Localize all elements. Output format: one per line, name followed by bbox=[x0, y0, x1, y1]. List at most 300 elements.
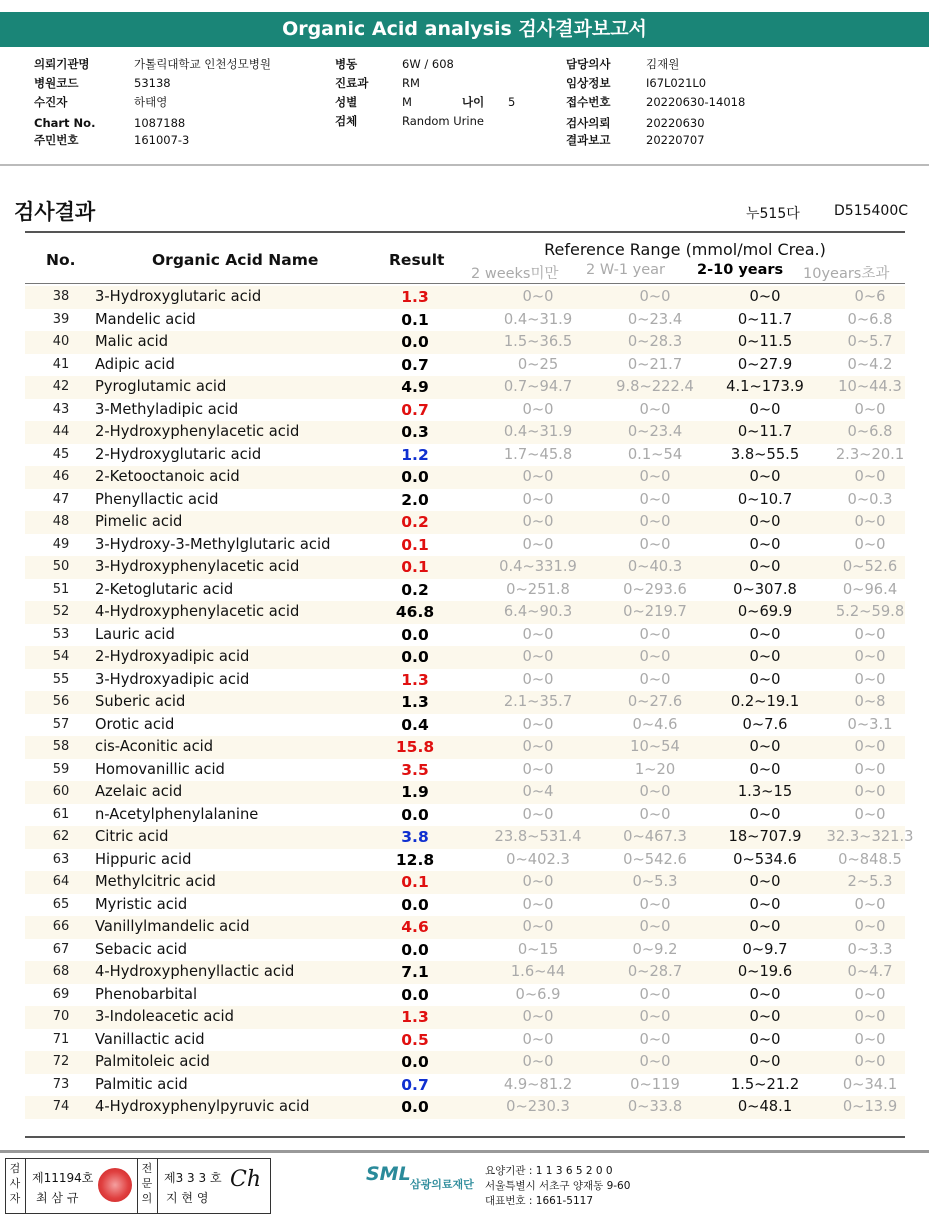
range-10y-plus: 0~0 bbox=[854, 648, 886, 665]
sig-divider bbox=[157, 1159, 158, 1213]
result-value: 1.3 bbox=[401, 670, 429, 689]
range-10y-plus: 0~0 bbox=[854, 1008, 886, 1025]
header-divider bbox=[25, 283, 905, 284]
row-number: 39 bbox=[52, 311, 70, 327]
lab-phone: 대표번호 : 1661-5117 bbox=[485, 1195, 594, 1207]
range-2weeks: 1.6~44 bbox=[510, 963, 566, 980]
range-10y-plus: 0~4.7 bbox=[847, 963, 893, 980]
range-2weeks: 0~0 bbox=[522, 490, 554, 508]
range-2weeks: 6.4~90.3 bbox=[503, 603, 573, 620]
results-section-title: 검사결과 bbox=[14, 200, 96, 224]
row-number: 49 bbox=[52, 536, 70, 552]
result-value: 0.7 bbox=[401, 400, 429, 419]
info-label-institution: 의뢰기관명 bbox=[34, 57, 90, 71]
header-result: Result bbox=[389, 251, 445, 269]
range-2w-1y: 0~27.6 bbox=[627, 693, 683, 710]
table-row bbox=[25, 984, 905, 1007]
acid-name: Pimelic acid bbox=[95, 513, 183, 530]
row-number: 54 bbox=[52, 649, 70, 664]
range-2weeks: 0~402.3 bbox=[506, 850, 570, 868]
range-10y-plus: 0~0 bbox=[854, 400, 886, 418]
range-2w-1y: 0~0 bbox=[639, 895, 671, 913]
range-10y-plus: 0~0 bbox=[854, 760, 886, 778]
result-value: 12.8 bbox=[395, 850, 435, 869]
range-2w-1y: 0~0 bbox=[639, 1008, 671, 1025]
table-row bbox=[25, 601, 905, 624]
acid-name: 2-Ketoglutaric acid bbox=[95, 580, 234, 598]
table-row bbox=[25, 804, 905, 827]
result-value: 7.1 bbox=[401, 963, 429, 981]
range-2weeks: 0~0 bbox=[522, 670, 554, 688]
range-2weeks: 0.7~94.7 bbox=[503, 378, 573, 395]
header-name: Organic Acid Name bbox=[152, 251, 319, 269]
table-row bbox=[25, 826, 914, 849]
acid-name: Palmitoleic acid bbox=[95, 1053, 210, 1070]
range-10y-plus: 0~6.8 bbox=[847, 310, 893, 328]
table-row bbox=[25, 286, 905, 309]
range-2w-1y: 0~0 bbox=[639, 985, 671, 1003]
table-row bbox=[25, 714, 905, 737]
range-2-10y: 0.2~19.1 bbox=[730, 693, 800, 710]
header-no: No. bbox=[46, 251, 76, 269]
range-2weeks: 0~230.3 bbox=[506, 1098, 570, 1115]
result-value: 46.8 bbox=[395, 603, 435, 621]
range-2weeks: 0~0 bbox=[522, 760, 554, 778]
row-number: 67 bbox=[52, 941, 70, 957]
lab-institution-no: 요양기관 : 1 1 3 6 5 2 0 0 bbox=[485, 1165, 613, 1177]
acid-name: Sebacic acid bbox=[95, 940, 188, 958]
range-2weeks: 0~251.8 bbox=[506, 580, 570, 598]
row-number: 68 bbox=[52, 964, 70, 979]
header-reference-range: Reference Range (mmol/mol Crea.) bbox=[544, 240, 826, 259]
range-2-10y: 0~27.9 bbox=[737, 355, 793, 373]
table-row bbox=[25, 871, 905, 894]
range-10y-plus: 0~6 bbox=[854, 288, 886, 305]
range-10y-plus: 5.2~59.8 bbox=[835, 603, 905, 620]
acid-name: Orotic acid bbox=[95, 715, 175, 733]
row-number: 70 bbox=[52, 1009, 70, 1024]
table-bottom-rule bbox=[25, 1136, 905, 1138]
info-label-hospital-code: 병원코드 bbox=[34, 76, 79, 90]
range-2weeks: 0~0 bbox=[522, 805, 554, 823]
acid-name: 4-Hydroxyphenylpyruvic acid bbox=[95, 1098, 310, 1115]
range-2-10y: 0~0 bbox=[749, 760, 781, 778]
row-number: 66 bbox=[52, 919, 70, 934]
result-value: 1.2 bbox=[401, 445, 429, 464]
header-range-2-10y: 2-10 years bbox=[697, 262, 784, 278]
range-10y-plus: 0~0 bbox=[854, 1030, 886, 1048]
range-10y-plus: 0~0 bbox=[854, 535, 886, 553]
acid-name: Phenobarbital bbox=[95, 985, 198, 1003]
info-value-institution: 가톨릭대학교 인천성모병원 bbox=[134, 57, 271, 71]
acid-name: 3-Hydroxyglutaric acid bbox=[95, 288, 262, 305]
result-value: 0.3 bbox=[401, 423, 429, 441]
result-value: 0.7 bbox=[401, 355, 429, 374]
range-2-10y: 0~69.9 bbox=[737, 603, 793, 620]
range-2-10y: 0~0 bbox=[749, 288, 781, 305]
info-value-sex: M bbox=[402, 95, 412, 109]
range-2w-1y: 0~40.3 bbox=[627, 558, 683, 575]
acid-name: Vanillactic acid bbox=[95, 1030, 205, 1048]
info-value-doctor: 김재원 bbox=[646, 57, 680, 71]
table-row bbox=[25, 646, 905, 669]
range-2weeks: 0.4~31.9 bbox=[503, 310, 573, 328]
row-number: 72 bbox=[52, 1054, 70, 1069]
report-title: Organic Acid analysis 검사결과보고서 bbox=[0, 12, 929, 47]
range-2-10y: 0~0 bbox=[749, 1008, 781, 1025]
specialist-name: 지 현 영 bbox=[166, 1191, 209, 1205]
row-number: 55 bbox=[52, 671, 70, 687]
range-2-10y: 3.8~55.5 bbox=[730, 445, 800, 463]
acid-name: Pyroglutamic acid bbox=[95, 378, 227, 395]
acid-name: Citric acid bbox=[95, 828, 169, 845]
row-number: 43 bbox=[52, 401, 70, 417]
result-value: 4.9 bbox=[401, 378, 429, 396]
range-2weeks: 0~0 bbox=[522, 738, 554, 755]
table-row bbox=[25, 736, 905, 759]
range-2w-1y: 0~23.4 bbox=[627, 423, 683, 440]
range-10y-plus: 0~6.8 bbox=[847, 423, 893, 440]
range-2-10y: 0~0 bbox=[749, 625, 781, 643]
range-10y-plus: 0~0 bbox=[854, 918, 886, 935]
sig-divider bbox=[137, 1159, 138, 1213]
sml-logo bbox=[366, 1163, 474, 1191]
acid-name: 2-Hydroxyglutaric acid bbox=[95, 445, 262, 463]
range-2weeks: 0~0 bbox=[522, 1008, 554, 1025]
row-number: 40 bbox=[52, 334, 70, 349]
range-2-10y: 0~0 bbox=[749, 805, 781, 823]
result-value: 1.3 bbox=[401, 693, 429, 711]
specialist-signature: Ch bbox=[230, 1167, 262, 1192]
table-row bbox=[25, 1029, 905, 1052]
info-label-sex: 성별 bbox=[335, 95, 358, 109]
range-2w-1y: 0~219.7 bbox=[623, 603, 687, 620]
table-row bbox=[25, 894, 905, 917]
info-value-department: RM bbox=[402, 76, 420, 90]
patient-info bbox=[0, 50, 929, 166]
table-row bbox=[25, 354, 905, 377]
range-10y-plus: 0~0 bbox=[854, 513, 886, 530]
row-number: 60 bbox=[52, 784, 70, 799]
result-value: 0.0 bbox=[401, 1098, 429, 1116]
range-10y-plus: 0~0.3 bbox=[847, 490, 893, 508]
lab-address bbox=[485, 1164, 630, 1209]
range-2w-1y: 0~0 bbox=[639, 783, 671, 800]
table-row bbox=[25, 1096, 905, 1119]
result-value: 0.4 bbox=[401, 715, 429, 734]
acid-name: 4-Hydroxyphenyllactic acid bbox=[95, 963, 295, 980]
range-2weeks: 0~6.9 bbox=[515, 985, 561, 1003]
range-10y-plus: 2.3~20.1 bbox=[835, 445, 905, 463]
row-number: 48 bbox=[52, 514, 70, 529]
range-2-10y: 0~0 bbox=[749, 513, 781, 530]
table-row bbox=[25, 489, 905, 512]
header-range-2w-1y: 2 W-1 year bbox=[586, 262, 665, 278]
range-2w-1y: 0~5.3 bbox=[632, 873, 678, 890]
range-2-10y: 0~48.1 bbox=[737, 1098, 793, 1115]
range-2weeks: 0~0 bbox=[522, 1030, 554, 1048]
result-value: 1.3 bbox=[401, 1008, 429, 1026]
table-row bbox=[25, 669, 905, 692]
range-2-10y: 0~0 bbox=[749, 558, 781, 575]
range-2w-1y: 0~467.3 bbox=[623, 828, 687, 845]
acid-name: Lauric acid bbox=[95, 625, 175, 643]
technician-label: 검사자 bbox=[9, 1162, 21, 1205]
result-value: 0.2 bbox=[401, 580, 429, 599]
range-2-10y: 0~0 bbox=[749, 1030, 781, 1048]
acid-name: 3-Methyladipic acid bbox=[95, 400, 239, 418]
footer-divider bbox=[0, 1150, 929, 1153]
table-row bbox=[25, 466, 905, 489]
header-range-2weeks: 2 weeks미만 bbox=[471, 266, 559, 282]
range-2w-1y: 0~0 bbox=[639, 625, 671, 643]
range-10y-plus: 0~8 bbox=[854, 693, 886, 710]
info-value-age: 5 bbox=[508, 95, 516, 109]
info-label-report-date: 결과보고 bbox=[566, 133, 611, 147]
specialist-license: 제3 3 3 호 bbox=[164, 1171, 222, 1185]
table-row bbox=[25, 376, 905, 399]
row-number: 53 bbox=[52, 626, 70, 642]
range-10y-plus: 0~0 bbox=[854, 895, 886, 913]
range-2-10y: 0~0 bbox=[749, 918, 781, 935]
row-number: 71 bbox=[52, 1031, 70, 1047]
table-row bbox=[25, 534, 905, 557]
range-2-10y: 0~0 bbox=[749, 1053, 781, 1070]
row-number: 65 bbox=[52, 896, 70, 912]
acid-name: 2-Ketooctanoic acid bbox=[95, 468, 240, 485]
result-value: 3.5 bbox=[401, 760, 429, 779]
info-value-hospital-code: 53138 bbox=[134, 76, 171, 90]
range-2w-1y: 0~0 bbox=[639, 805, 671, 823]
result-value: 0.1 bbox=[401, 558, 429, 576]
row-number: 58 bbox=[52, 739, 70, 754]
range-2w-1y: 0~33.8 bbox=[627, 1098, 683, 1115]
result-value: 0.1 bbox=[401, 535, 429, 554]
result-value: 0.0 bbox=[401, 940, 429, 959]
sig-divider bbox=[25, 1159, 26, 1213]
range-2-10y: 0~0 bbox=[749, 873, 781, 890]
row-number: 56 bbox=[52, 694, 70, 709]
info-value-clinical: I67L021L0 bbox=[646, 76, 707, 90]
table-row bbox=[25, 421, 905, 444]
acid-name: Vanillylmandelic acid bbox=[95, 918, 250, 935]
range-2-10y: 1.5~21.2 bbox=[730, 1075, 800, 1093]
header-range-10y-plus: 10years초과 bbox=[803, 266, 890, 282]
range-2w-1y: 0~0 bbox=[639, 670, 671, 688]
range-10y-plus: 0~0 bbox=[854, 738, 886, 755]
logo-foundation-name: 삼광의료재단 bbox=[410, 1178, 474, 1191]
table-row bbox=[25, 444, 905, 467]
technician-license: 제11194호 bbox=[32, 1171, 94, 1185]
result-value: 0.2 bbox=[401, 513, 429, 531]
row-number: 74 bbox=[52, 1099, 70, 1114]
range-10y-plus: 2~5.3 bbox=[847, 873, 893, 890]
range-10y-plus: 0~13.9 bbox=[842, 1098, 898, 1115]
acid-name: 3-Hydroxy-3-Methylglutaric acid bbox=[95, 535, 331, 553]
range-2-10y: 1.3~15 bbox=[737, 783, 793, 800]
range-2weeks: 1.5~36.5 bbox=[503, 333, 573, 350]
range-2weeks: 1.7~45.8 bbox=[503, 445, 573, 463]
range-10y-plus: 0~4.2 bbox=[847, 355, 893, 373]
table-row bbox=[25, 759, 905, 782]
range-2w-1y: 0.1~54 bbox=[627, 445, 683, 463]
table-row bbox=[25, 579, 905, 602]
info-value-patient: 하태영 bbox=[134, 95, 168, 109]
info-label-resident-no: 주민번호 bbox=[34, 133, 79, 147]
result-value: 0.1 bbox=[401, 873, 429, 891]
range-10y-plus: 0~52.6 bbox=[842, 558, 898, 575]
row-number: 64 bbox=[52, 874, 70, 889]
table-row bbox=[25, 961, 905, 984]
range-10y-plus: 0~0 bbox=[854, 468, 886, 485]
range-10y-plus: 0~0 bbox=[854, 783, 886, 800]
range-10y-plus: 0~0 bbox=[854, 625, 886, 643]
range-2-10y: 0~0 bbox=[749, 738, 781, 755]
range-2w-1y: 0~293.6 bbox=[623, 580, 687, 598]
info-divider bbox=[0, 164, 929, 166]
specialist-label: 전문의 bbox=[141, 1162, 153, 1205]
row-number: 69 bbox=[52, 986, 70, 1002]
range-2w-1y: 0~28.7 bbox=[627, 963, 683, 980]
acid-name: Adipic acid bbox=[95, 355, 175, 373]
row-number: 59 bbox=[52, 761, 70, 777]
row-number: 73 bbox=[52, 1076, 70, 1092]
result-value: 0.0 bbox=[401, 468, 429, 486]
range-10y-plus: 10~44.3 bbox=[838, 378, 902, 395]
range-2-10y: 0~10.7 bbox=[737, 490, 793, 508]
row-number: 52 bbox=[52, 604, 70, 619]
info-label-ward: 병동 bbox=[335, 57, 358, 71]
table-row bbox=[25, 399, 905, 422]
info-label-patient: 수진자 bbox=[34, 95, 68, 109]
info-value-report-date: 20220707 bbox=[646, 133, 705, 147]
acid-name: Methylcitric acid bbox=[95, 873, 216, 890]
range-2weeks: 0~0 bbox=[522, 288, 554, 305]
range-2weeks: 0~25 bbox=[517, 355, 559, 373]
range-2-10y: 0~0 bbox=[749, 670, 781, 688]
info-value-resident-no: 161007-3 bbox=[134, 133, 190, 147]
result-value: 0.0 bbox=[401, 625, 429, 644]
range-2-10y: 0~7.6 bbox=[742, 715, 788, 733]
info-label-chart-no: Chart No. bbox=[34, 116, 96, 130]
table-row bbox=[25, 781, 905, 804]
info-value-ward: 6W / 608 bbox=[402, 57, 454, 71]
range-2weeks: 23.8~531.4 bbox=[494, 828, 582, 845]
range-2weeks: 2.1~35.7 bbox=[503, 693, 573, 710]
range-2weeks: 0.4~331.9 bbox=[499, 558, 577, 575]
range-2weeks: 0~0 bbox=[522, 400, 554, 418]
acid-name: Homovanillic acid bbox=[95, 760, 225, 778]
result-value: 0.0 bbox=[401, 333, 429, 351]
acid-name: Suberic acid bbox=[95, 693, 186, 710]
table-top-rule bbox=[25, 231, 905, 233]
acid-name: 3-Hydroxyphenylacetic acid bbox=[95, 558, 300, 575]
info-value-receipt-no: 20220630-14018 bbox=[646, 95, 746, 109]
range-2w-1y: 0~0 bbox=[639, 918, 671, 935]
range-2w-1y: 0~0 bbox=[639, 513, 671, 530]
row-number: 51 bbox=[52, 581, 70, 597]
technician-seal-icon bbox=[98, 1168, 132, 1202]
table-row bbox=[25, 556, 905, 579]
result-value: 0.7 bbox=[401, 1075, 429, 1094]
result-value: 0.0 bbox=[401, 895, 429, 914]
acid-name: 2-Hydroxyadipic acid bbox=[95, 648, 250, 665]
range-2-10y: 0~0 bbox=[749, 400, 781, 418]
technician-name: 최 삼 규 bbox=[36, 1191, 79, 1205]
acid-name: Azelaic acid bbox=[95, 783, 183, 800]
range-2-10y: 0~9.7 bbox=[742, 940, 788, 958]
table-row bbox=[25, 624, 905, 647]
row-number: 57 bbox=[52, 716, 70, 732]
result-value: 1.9 bbox=[401, 783, 429, 801]
acid-name: 4-Hydroxyphenylacetic acid bbox=[95, 603, 300, 620]
range-2w-1y: 0~0 bbox=[639, 535, 671, 553]
info-value-specimen: Random Urine bbox=[402, 114, 484, 128]
range-2w-1y: 0~23.4 bbox=[627, 310, 683, 328]
table-row bbox=[25, 1051, 905, 1074]
result-value: 0.1 bbox=[401, 310, 429, 329]
range-2w-1y: 0~9.2 bbox=[632, 940, 678, 958]
info-label-receipt-no: 접수번호 bbox=[566, 95, 611, 109]
table-row bbox=[25, 1074, 905, 1097]
range-2-10y: 0~0 bbox=[749, 468, 781, 485]
range-2weeks: 0~4 bbox=[522, 783, 554, 800]
info-label-clinical: 임상정보 bbox=[566, 76, 611, 90]
range-2-10y: 0~11.5 bbox=[737, 333, 793, 350]
row-number: 42 bbox=[52, 379, 70, 394]
range-2weeks: 0~0 bbox=[522, 513, 554, 530]
row-number: 46 bbox=[52, 469, 70, 484]
acid-name: Phenyllactic acid bbox=[95, 490, 219, 508]
range-2-10y: 0~11.7 bbox=[737, 423, 793, 440]
range-10y-plus: 0~3.3 bbox=[847, 940, 893, 958]
range-2w-1y: 0~0 bbox=[639, 648, 671, 665]
table-row bbox=[25, 939, 905, 962]
row-number: 47 bbox=[52, 491, 70, 507]
range-2-10y: 0~0 bbox=[749, 895, 781, 913]
signature-box bbox=[5, 1158, 271, 1214]
range-2weeks: 0~0 bbox=[522, 535, 554, 553]
result-value: 15.8 bbox=[395, 738, 435, 756]
range-2weeks: 0~0 bbox=[522, 1053, 554, 1070]
range-10y-plus: 0~5.7 bbox=[847, 333, 893, 350]
lab-street-address: 서울특별시 서초구 양재동 9-60 bbox=[485, 1180, 631, 1192]
row-number: 61 bbox=[52, 806, 70, 822]
range-2w-1y: 1~20 bbox=[634, 760, 676, 778]
row-number: 63 bbox=[52, 851, 70, 867]
result-value: 0.0 bbox=[401, 1053, 429, 1071]
result-value: 2.0 bbox=[401, 490, 429, 509]
table-row bbox=[25, 309, 905, 332]
result-value: 0.0 bbox=[401, 985, 429, 1004]
range-2w-1y: 0~21.7 bbox=[627, 355, 683, 373]
range-10y-plus: 0~34.1 bbox=[842, 1075, 898, 1093]
range-2-10y: 0~0 bbox=[749, 985, 781, 1003]
row-number: 50 bbox=[52, 559, 70, 574]
row-number: 62 bbox=[52, 829, 70, 844]
insurance-code: 누515다 bbox=[746, 206, 800, 222]
range-2w-1y: 0~119 bbox=[630, 1075, 680, 1093]
result-value: 1.3 bbox=[401, 288, 429, 306]
acid-name: 3-Indoleacetic acid bbox=[95, 1008, 234, 1025]
range-2w-1y: 0~0 bbox=[639, 288, 671, 305]
acid-name: Myristic acid bbox=[95, 895, 188, 913]
table-row bbox=[25, 511, 905, 534]
info-label-department: 진료과 bbox=[335, 76, 369, 90]
result-value: 0.0 bbox=[401, 648, 429, 666]
range-2w-1y: 0~542.6 bbox=[623, 850, 687, 868]
acid-name: 3-Hydroxyadipic acid bbox=[95, 670, 250, 688]
